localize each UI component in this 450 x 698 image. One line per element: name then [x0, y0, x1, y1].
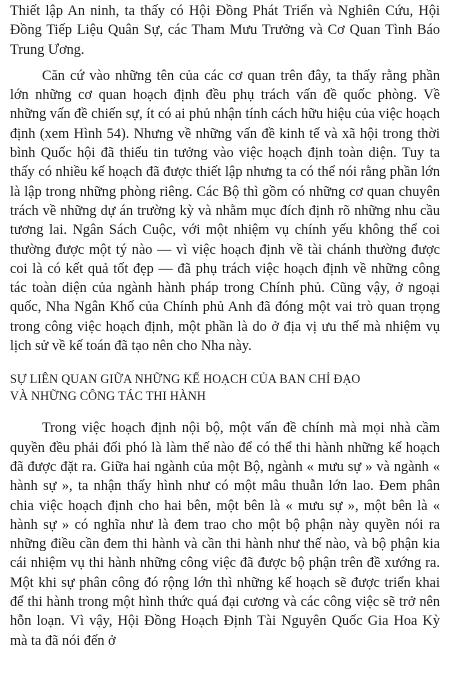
paragraph-continued: Thiết lập An ninh, ta thấy có Hội Đồng Phát Triển và Nghiên Cứu, Hội Đồng Tiếp Liệu Quân Sự, các Tham Mưu Trưởng và Cơ Quan Tình Báo Trung Ương. — [10, 3, 440, 58]
section-heading — [10, 371, 440, 405]
section-heading-line-2: VÀ NHỮNG CÔNG TÁC THI HÀNH — [10, 389, 206, 404]
paragraph-internal-planning: Trong việc hoạch định nội bộ, một vấn đề chính mà mọi nhà cầm quyền đều phải đối phó là làm thế nào để có thể thi hành những kế hoạch đã được đặt ra. Giữa hai ngành của một Bộ, ngành « mưu sự » và ngành « hành sự », ta nhận thấy hình như có một mâu thuẫn lớn lao. Đem phân chia việc hoạch định cho hai bên, một bên là « mưu sự », một bên là « hành sự » có nghĩa như là đem trao cho một bộ phận này quyền nói ra những điều cần đem thi hành và cần thi hành như thế nào, và bộ phận kia cái nhiệm vụ thi hành những công việc đã được bộ phận trên đề xướng ra. Một khi sự phân công đó rộng lớn thì những kế hoạch sẽ được triển khai để thi hành trong một hình thức quá đại cương và các công việc sẽ trở nên hỗn loạn. Vì vậy, Hội Đồng Hoạch Định Tài Nguyên Quốc Gia Hoa Kỳ mà ta đã nói đến ở — [10, 420, 440, 649]
section-heading-line-1: SỰ LIÊN QUAN GIỮA NHỮNG KẾ HOẠCH CỦA BAN CHỈ ĐẠO — [10, 372, 361, 387]
paragraph-planning-agencies: Căn cứ vào những tên của các cơ quan trên đây, ta thấy rằng phần lớn những cơ quan hoạch định đều phụ trách vấn đề quốc phòng. Về những vấn đề chiến sự, ít có ai phủ nhận tính cách hữu hiệu của việc hoạch định (xem Hình 54). Nhưng về những vấn đề kinh tế và xã hội trong thời bình Quốc hội đã thiếu tin tưởng vào việc hoạch định toàn diện. Tuy ta thấy có nhiều kế hoạch đã được thiết lập nhưng ta có thể nói rằng phần lớn là lập trong những phòng riêng. Các Bộ thì gồm có những cơ quan chuyên trách về những dự án trường kỳ và nhằm mục đích định rõ những nhu cầu tương lai. Ngân Sách Cuộc, với một nhiệm vụ chính yếu không thể coi thường được một tý nào — vì việc hoạch định về tài chánh thường được coi là có kết quả tốt đẹp — đã phụ trách việc hoạch định về những công tác toàn diện của ngành hành pháp trong Chính phủ. Cũng vậy, ở ngoại quốc, Nha Ngân Khố của Chính phủ Anh đã đóng một vai trò quan trọng trong công việc hoạch định, một phần là do ở địa vị ưu thế mà nhiệm vụ lịch sử về kế toán đã tạo nên cho Nha này. — [10, 67, 440, 355]
